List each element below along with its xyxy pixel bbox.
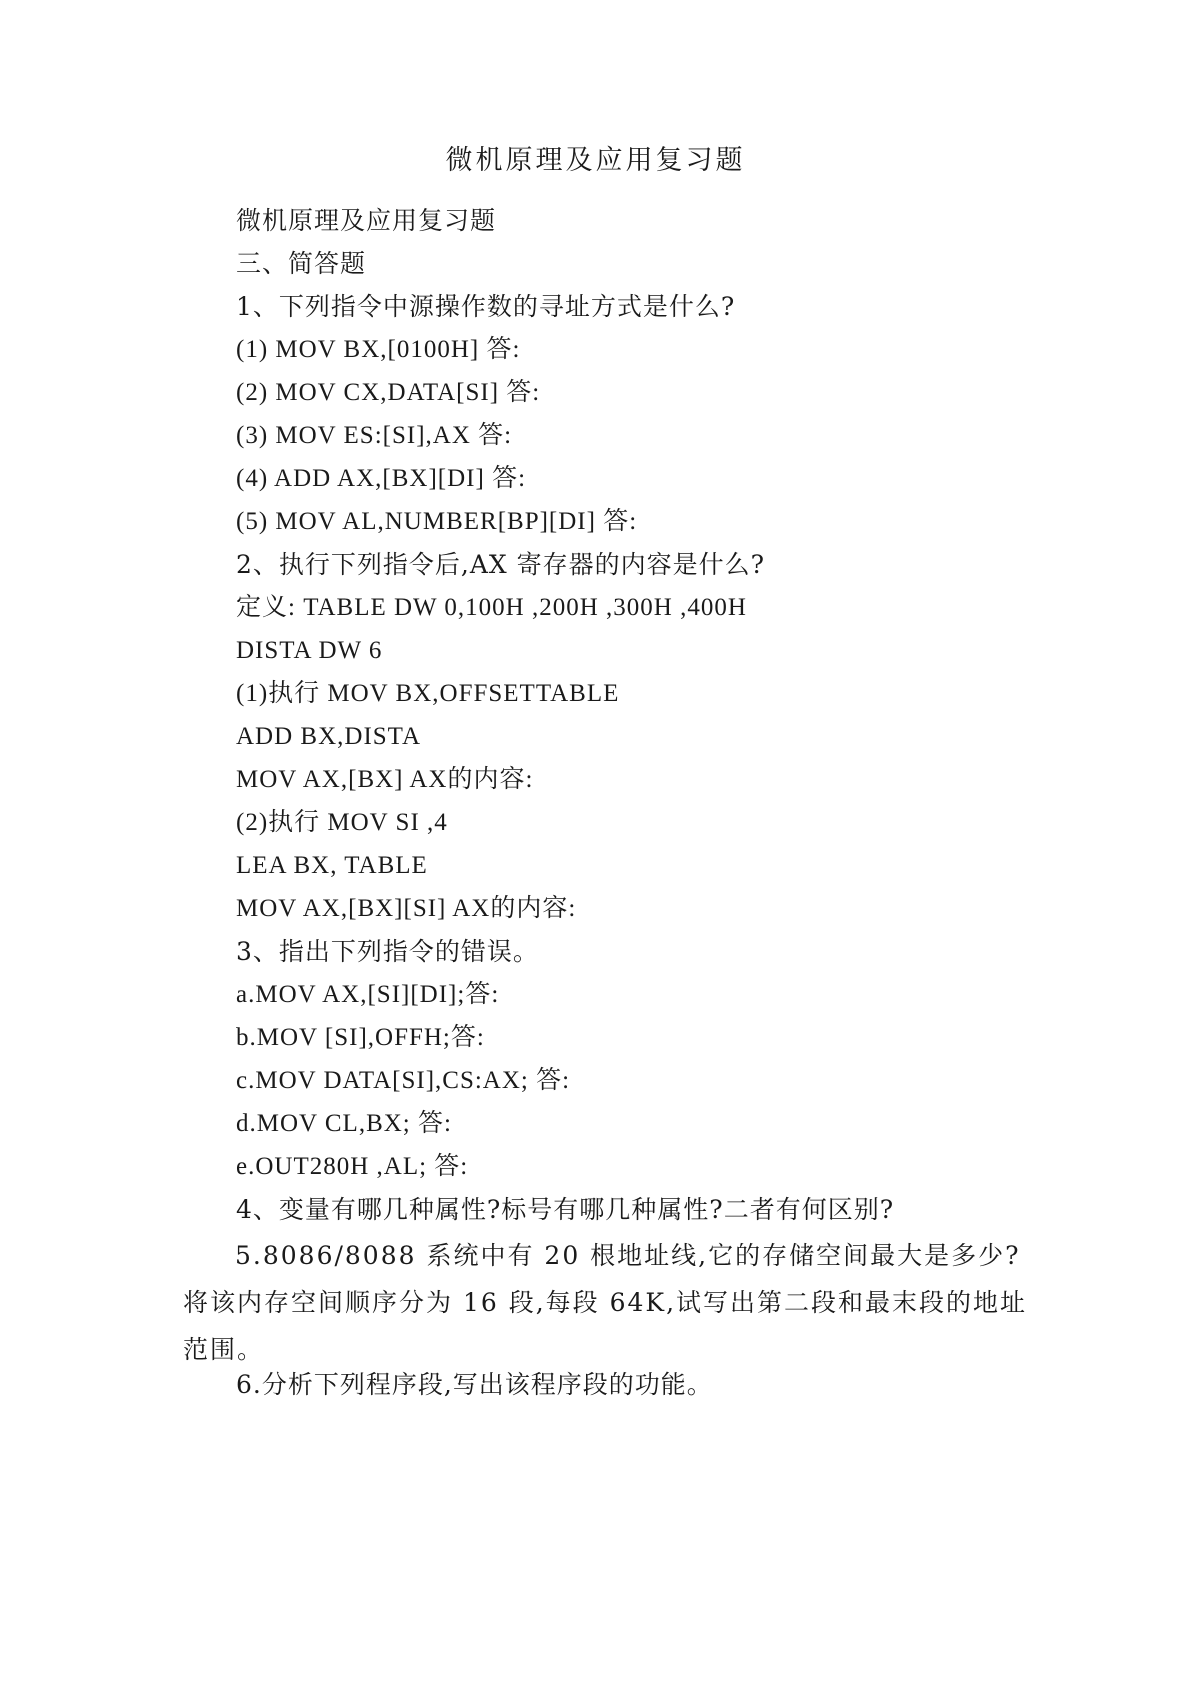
question-1-item-3: (3) MOV ES:[SI],AX 答: [236,422,513,449]
question-3-item-c: c.MOV DATA[SI],CS:AX; 答: [236,1067,571,1094]
question-5: 5.8086/8088 系统中有 20 根地址线,它的存储空间最大是多少?将该内存空间顺序分为 16 段,每段 64K,试写出第二段和最末段的地址范围。 [183,1241,1028,1364]
question-2-part-2-line-2: LEA BX, TABLE [236,852,428,879]
question-1-item-2: (2) MOV CX,DATA[SI] 答: [236,379,541,406]
section-heading: 三、简答题 [236,249,367,278]
question-2-part-2-line-3: MOV AX,[BX][SI] AX的内容: [236,895,577,922]
question-1-item-1: (1) MOV BX,[0100H] 答: [236,336,521,363]
question-2-part-1: (1)执行 MOV BX,OFFSETTABLE [236,680,620,707]
question-2-part-2: (2)执行 MOV SI ,4 [236,809,448,836]
question-3-item-d: d.MOV CL,BX; 答: [236,1110,452,1137]
question-3-item-e: e.OUT280H ,AL; 答: [236,1153,469,1180]
page-title: 微机原理及应用复习题 [445,145,746,176]
question-6: 6.分析下列程序段,写出该程序段的功能。 [236,1370,713,1399]
question-2-definition: 定义: TABLE DW 0,100H ,200H ,300H ,400H [236,594,747,621]
question-3: 3、指出下列指令的错误。 [236,937,539,966]
question-1: 1、下列指令中源操作数的寻址方式是什么? [236,292,736,321]
question-1-item-4: (4) ADD AX,[BX][DI] 答: [236,465,527,492]
question-2-part-1-line-3: MOV AX,[BX] AX的内容: [236,766,534,793]
question-2-part-1-line-2: ADD BX,DISTA [236,723,421,750]
question-2-definition-2: DISTA DW 6 [236,637,383,664]
question-2: 2、执行下列指令后,AX 寄存器的内容是什么? [236,550,766,579]
subtitle: 微机原理及应用复习题 [236,206,497,235]
question-3-item-a: a.MOV AX,[SI][DI];答: [236,981,500,1008]
question-1-item-5: (5) MOV AL,NUMBER[BP][DI] 答: [236,508,638,535]
question-4: 4、变量有哪几种属性?标号有哪几种属性?二者有何区别? [236,1195,895,1224]
question-3-item-b: b.MOV [SI],OFFH;答: [236,1024,485,1051]
